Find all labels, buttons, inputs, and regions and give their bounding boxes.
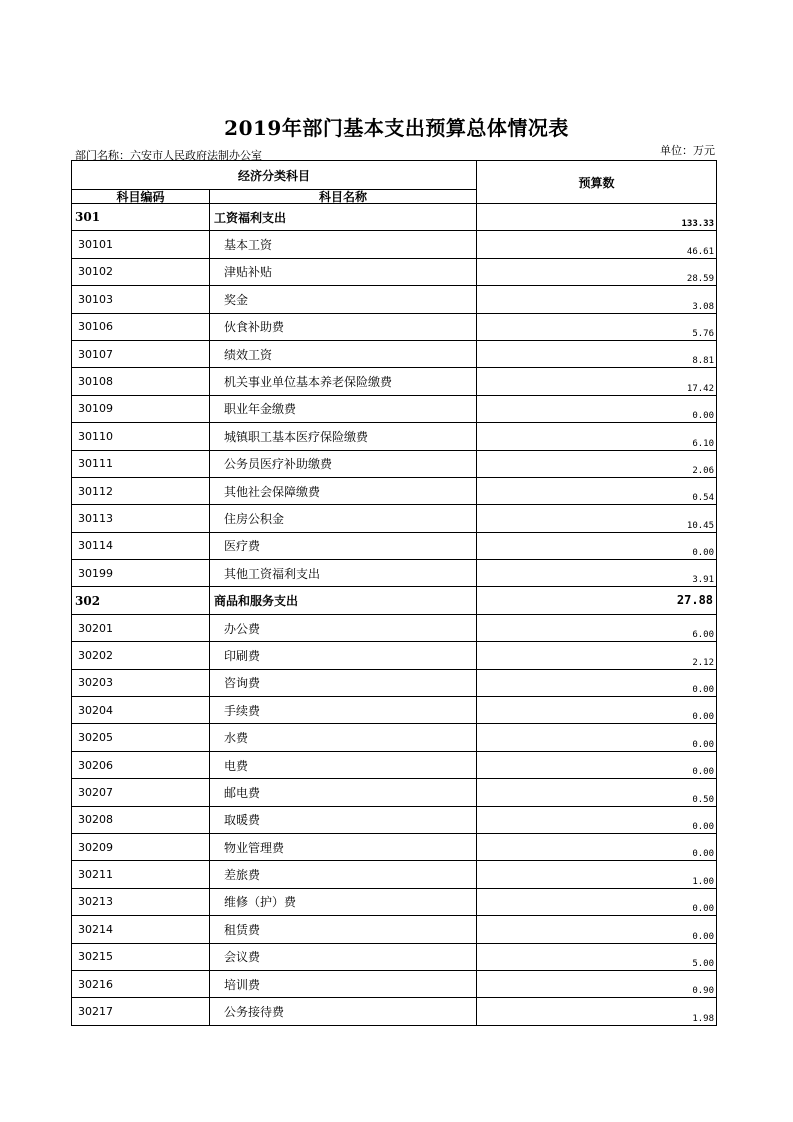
row-amount: 0.00 (477, 833, 717, 860)
row-name: 城镇职工基本医疗保险缴费 (210, 423, 477, 450)
row-amount: 6.10 (477, 423, 717, 450)
row-name: 物业管理费 (210, 833, 477, 860)
row-code: 30209 (72, 833, 210, 860)
row-amount: 0.00 (477, 724, 717, 751)
table-row (72, 368, 717, 395)
row-name: 基本工资 (210, 231, 477, 258)
table-row (72, 423, 717, 450)
row-name: 绩效工资 (210, 340, 477, 367)
table-row (72, 286, 717, 313)
row-name: 工资福利支出 (210, 204, 477, 231)
row-code: 30206 (72, 751, 210, 778)
row-amount: 5.76 (477, 313, 717, 340)
row-name: 职业年金缴费 (210, 395, 477, 422)
row-name: 邮电费 (210, 779, 477, 806)
row-amount: 27.88 (477, 587, 717, 614)
row-name: 租赁费 (210, 916, 477, 943)
row-name: 电费 (210, 751, 477, 778)
row-name: 机关事业单位基本养老保险缴费 (210, 368, 477, 395)
table-row (72, 806, 717, 833)
row-code: 30110 (72, 423, 210, 450)
row-amount: 2.06 (477, 450, 717, 477)
table-row (72, 861, 717, 888)
table-row (72, 916, 717, 943)
row-code: 30111 (72, 450, 210, 477)
row-amount: 3.08 (477, 286, 717, 313)
row-code: 301 (72, 204, 210, 231)
row-amount: 0.00 (477, 751, 717, 778)
row-amount: 0.50 (477, 779, 717, 806)
row-amount: 1.98 (477, 998, 717, 1025)
table-row (72, 395, 717, 422)
row-name: 医疗费 (210, 532, 477, 559)
row-amount: 2.12 (477, 642, 717, 669)
row-code: 30205 (72, 724, 210, 751)
row-amount: 0.90 (477, 970, 717, 997)
code-header: 科目编码 (72, 190, 210, 204)
row-name: 咨询费 (210, 669, 477, 696)
row-code: 30103 (72, 286, 210, 313)
row-code: 30112 (72, 477, 210, 504)
row-code: 30201 (72, 614, 210, 641)
table-row (72, 779, 717, 806)
group-row (72, 204, 717, 231)
row-amount: 0.00 (477, 916, 717, 943)
row-name: 培训费 (210, 970, 477, 997)
row-amount: 0.54 (477, 477, 717, 504)
department-name: 部门名称：六安市人民政府法制办公室 (75, 149, 262, 162)
row-name: 差旅费 (210, 861, 477, 888)
row-amount: 0.00 (477, 532, 717, 559)
row-code: 30215 (72, 943, 210, 970)
row-code: 30114 (72, 532, 210, 559)
row-amount: 6.00 (477, 614, 717, 641)
budget-table (71, 160, 717, 1026)
row-name: 水费 (210, 724, 477, 751)
row-name: 公务接待费 (210, 998, 477, 1025)
table-row (72, 450, 717, 477)
row-amount: 8.81 (477, 340, 717, 367)
row-amount: 10.45 (477, 505, 717, 532)
row-code: 30101 (72, 231, 210, 258)
table-row (72, 313, 717, 340)
row-code: 30211 (72, 861, 210, 888)
table-row (72, 614, 717, 641)
name-header: 科目名称 (210, 190, 477, 204)
unit-label: 单位：万元 (660, 144, 715, 157)
row-name: 其他工资福利支出 (210, 560, 477, 587)
table-row (72, 724, 717, 751)
group-row (72, 587, 717, 614)
row-amount: 0.00 (477, 669, 717, 696)
row-name: 取暖费 (210, 806, 477, 833)
row-code: 30217 (72, 998, 210, 1025)
row-amount: 0.00 (477, 395, 717, 422)
table-row (72, 532, 717, 559)
header-row (72, 161, 717, 190)
row-code: 30208 (72, 806, 210, 833)
row-code: 30202 (72, 642, 210, 669)
row-code: 30113 (72, 505, 210, 532)
row-amount: 133.33 (477, 204, 717, 231)
row-name: 手续费 (210, 697, 477, 724)
row-name: 办公费 (210, 614, 477, 641)
row-code: 30109 (72, 395, 210, 422)
row-code: 30106 (72, 313, 210, 340)
table-row (72, 560, 717, 587)
row-code: 30102 (72, 258, 210, 285)
table-row (72, 998, 717, 1025)
budget-table-body (72, 161, 717, 1026)
row-code: 30199 (72, 560, 210, 587)
row-code: 30107 (72, 340, 210, 367)
row-name: 津贴补贴 (210, 258, 477, 285)
row-name: 印刷费 (210, 642, 477, 669)
table-row (72, 231, 717, 258)
row-name: 伙食补助费 (210, 313, 477, 340)
row-code: 30216 (72, 970, 210, 997)
table-row (72, 258, 717, 285)
row-name: 其他社会保障缴费 (210, 477, 477, 504)
table-row (72, 642, 717, 669)
row-amount: 0.00 (477, 888, 717, 915)
row-code: 30204 (72, 697, 210, 724)
row-name: 奖金 (210, 286, 477, 313)
row-amount: 46.61 (477, 231, 717, 258)
row-amount: 28.59 (477, 258, 717, 285)
table-row (72, 943, 717, 970)
row-amount: 1.00 (477, 861, 717, 888)
row-code: 302 (72, 587, 210, 614)
row-code: 30203 (72, 669, 210, 696)
row-code: 30108 (72, 368, 210, 395)
row-amount: 0.00 (477, 697, 717, 724)
row-amount: 3.91 (477, 560, 717, 587)
table-row (72, 697, 717, 724)
row-name: 会议费 (210, 943, 477, 970)
row-name: 住房公积金 (210, 505, 477, 532)
table-row (72, 505, 717, 532)
row-name: 商品和服务支出 (210, 587, 477, 614)
table-row (72, 477, 717, 504)
row-amount: 17.42 (477, 368, 717, 395)
table-row (72, 970, 717, 997)
row-code: 30213 (72, 888, 210, 915)
row-amount: 5.00 (477, 943, 717, 970)
table-row (72, 340, 717, 367)
table-row (72, 888, 717, 915)
table-row (72, 669, 717, 696)
page-title: 2019年部门基本支出预算总体情况表 (224, 116, 569, 140)
table-row (72, 751, 717, 778)
table-row (72, 833, 717, 860)
category-header: 经济分类科目 (72, 161, 477, 190)
row-code: 30214 (72, 916, 210, 943)
budget-header: 预算数 (477, 161, 717, 204)
row-code: 30207 (72, 779, 210, 806)
row-name: 维修（护）费 (210, 888, 477, 915)
row-name: 公务员医疗补助缴费 (210, 450, 477, 477)
row-amount: 0.00 (477, 806, 717, 833)
